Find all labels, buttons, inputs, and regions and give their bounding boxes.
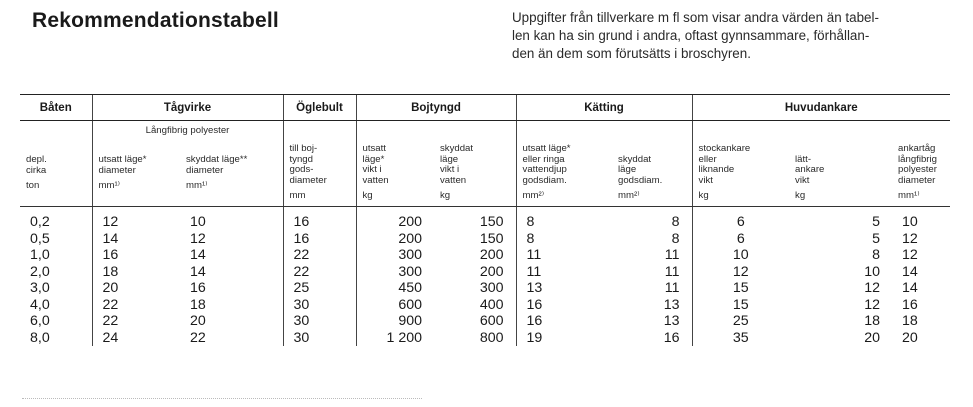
table-cell: 20 (92, 280, 180, 297)
table-cell: 16 (283, 231, 356, 248)
table-cell: 30 (283, 313, 356, 330)
recommendation-table (20, 94, 950, 346)
table-cell: 10 (692, 247, 789, 264)
table-cell: 16 (516, 297, 612, 314)
column-header-row (20, 144, 950, 207)
column-header (892, 144, 950, 207)
note-line: len kan ha sin grund i andra, oftast gynnsammare, förhållan- (512, 28, 870, 43)
column-header (180, 144, 283, 207)
group-header-bojtyngd: Bojtyngd (356, 95, 516, 121)
table-cell: 6,0 (30, 313, 50, 329)
table-cell: 200 (479, 247, 504, 263)
table-cell: 1,0 (30, 247, 50, 263)
table-cell: 6 (692, 231, 789, 248)
column-unit: kg (698, 190, 709, 202)
table-cell: 600 (479, 313, 504, 329)
table-cell: 5 (872, 230, 881, 247)
table-cell: 22 (92, 313, 180, 330)
column-unit: mm¹⁾ (98, 180, 121, 192)
column-label-line: godsdiam. (618, 174, 663, 186)
column-label-line: skyddat (440, 143, 474, 154)
table-cell: 15 (692, 280, 789, 297)
table-cell: 12 (92, 214, 180, 231)
column-label-line: utsatt läge* (98, 154, 147, 165)
table-cell: 12 (902, 247, 918, 263)
column-label-line: liknande (698, 164, 735, 176)
table-cell: 25 (692, 313, 789, 330)
column-label-line: diameter (98, 164, 136, 176)
column-label-line: tyngd (289, 153, 313, 165)
table-cell: 150 (479, 214, 504, 230)
table-cell: 12 (902, 230, 918, 247)
table-row (20, 231, 950, 248)
table-cell: 12 (864, 296, 881, 313)
table-cell: 11 (516, 264, 612, 281)
table-cell: 30 (283, 330, 356, 347)
table-cell: 150 (479, 230, 504, 247)
column-label-line: vikt i (440, 164, 460, 176)
column-unit: kg (362, 190, 373, 202)
group-header-row (20, 95, 950, 121)
table-cell: 16 (283, 214, 356, 231)
column-label-line: vattendjup (522, 164, 567, 176)
table-row (20, 264, 950, 281)
column-unit: kg (440, 190, 451, 202)
table-cell: 25 (283, 280, 356, 297)
table-cell: 22 (283, 247, 356, 264)
group-header-tagvirke: Tågvirke (92, 95, 283, 121)
table-cell: 22 (283, 264, 356, 281)
table-cell: 800 (479, 329, 504, 346)
table-row (20, 330, 950, 347)
table-cell: 13 (663, 313, 680, 329)
column-header (434, 144, 516, 207)
table-cell: 10 (902, 214, 918, 230)
table-cell: 400 (479, 296, 504, 313)
table-cell: 200 (356, 231, 434, 248)
column-header (612, 144, 692, 207)
column-unit: mm (289, 190, 306, 202)
table-cell: 10 (190, 214, 206, 230)
table-cell: 200 (356, 214, 434, 231)
column-label-line: lätt- (795, 153, 812, 165)
column-header (356, 144, 434, 207)
column-header (283, 144, 356, 207)
table-cell: 15 (692, 297, 789, 314)
table-cell: 11 (664, 247, 680, 263)
table-row (20, 313, 950, 330)
table-cell: 6 (692, 214, 789, 231)
table-cell: 3,0 (30, 280, 50, 296)
table-cell: 900 (356, 313, 434, 330)
group-header-baten: Båten (20, 95, 92, 121)
table-cell: 13 (516, 280, 612, 297)
table-cell: 8 (516, 214, 612, 231)
table-cell: 22 (190, 329, 206, 346)
table-cell: 14 (902, 280, 918, 296)
table-cell: 8 (671, 230, 680, 247)
table-cell: 16 (516, 313, 612, 330)
table-cell: 11 (664, 280, 680, 296)
table-cell: 22 (92, 297, 180, 314)
column-label-line: gods- (289, 164, 314, 176)
note-line: den än dem som förutsätts i broschyren. (512, 46, 751, 61)
table-cell: 1 200 (356, 330, 434, 347)
column-unit: mm²⁾ (618, 190, 640, 202)
table-cell: 12 (692, 264, 789, 281)
table-cell: 18 (902, 313, 918, 329)
column-header (789, 144, 892, 207)
column-label-line: läge (618, 164, 637, 176)
column-header (692, 144, 789, 207)
column-label-line: eller ringa (522, 153, 565, 165)
table-cell: 14 (190, 263, 206, 280)
table-cell: 16 (663, 329, 680, 346)
table-cell: 8 (516, 231, 612, 248)
column-label-line: cirka (26, 164, 47, 176)
table-cell: 19 (516, 330, 612, 347)
table-row (20, 297, 950, 314)
column-label-line: diameter (898, 174, 936, 186)
table-cell: 30 (283, 297, 356, 314)
table-cell: 4,0 (30, 296, 50, 313)
column-label-line: utsatt läge* (522, 143, 571, 154)
table-cell: 300 (356, 247, 434, 264)
column-label-line: diameter (289, 174, 327, 186)
table-cell: 300 (479, 280, 504, 296)
table-cell: 8,0 (30, 329, 50, 346)
table-cell: 11 (516, 247, 612, 264)
table-cell: 10 (864, 263, 881, 280)
column-label-line: läge (440, 153, 459, 165)
table-cell: 14 (902, 263, 918, 280)
column-label-line: stockankare (698, 143, 751, 154)
table-cell: 2,0 (30, 263, 50, 280)
column-label-line: skyddat (618, 153, 652, 165)
column-label-line: godsdiam. (522, 174, 567, 186)
column-label-line: vikt (698, 174, 713, 186)
table-cell: 18 (92, 264, 180, 281)
table-cell: 18 (864, 313, 881, 329)
table-cell: 14 (190, 247, 206, 263)
table-row (20, 247, 950, 264)
column-label-line: ankare (795, 164, 825, 176)
table-cell: 0,5 (30, 230, 50, 247)
table-cell: 8 (671, 214, 680, 230)
column-header (516, 144, 612, 207)
table-row (20, 214, 950, 231)
group-header-oglebult: Öglebult (283, 95, 356, 121)
table-cell: 0,2 (30, 214, 50, 230)
column-label-line: långfibrig (898, 153, 937, 165)
page-title: Rekommendationstabell (32, 9, 279, 32)
column-label-line: läge* (362, 153, 385, 165)
table-cell: 5 (872, 214, 881, 230)
column-label-line: vatten (362, 174, 389, 186)
table-cell: 8 (872, 247, 881, 263)
table-cell: 600 (356, 297, 434, 314)
column-label-line: vatten (440, 174, 467, 186)
table-cell: 13 (663, 296, 680, 313)
column-header (20, 144, 92, 207)
column-label-line: skyddat läge** (186, 154, 248, 165)
table-cell: 450 (356, 280, 434, 297)
note-line: Uppgifter från tillverkare m fl som visar andra värden än tabel- (512, 10, 879, 25)
table-cell: 20 (864, 329, 881, 346)
table-cell: 20 (902, 329, 918, 346)
column-label-line: ankartåg (898, 143, 936, 154)
table-cell: 12 (190, 230, 206, 247)
subgroup-langfibrig: Långfibrig polyester (92, 121, 283, 145)
table-cell: 35 (692, 330, 789, 347)
table-cell: 16 (92, 247, 180, 264)
column-label-line: polyester (898, 164, 937, 176)
column-unit: ton (26, 180, 40, 192)
column-unit: mm¹⁾ (186, 180, 208, 192)
table-cell: 12 (864, 280, 881, 296)
table-cell: 200 (479, 263, 504, 280)
footnote-divider (22, 398, 422, 403)
table-cell: 24 (92, 330, 180, 347)
column-unit: mm¹⁾ (898, 190, 920, 202)
intro-note (512, 9, 952, 63)
table-cell: 18 (190, 296, 206, 313)
column-label-line: utsatt (362, 143, 386, 154)
table-cell: 300 (356, 264, 434, 281)
column-label-line: till boj- (289, 143, 318, 154)
table-cell: 16 (190, 280, 206, 296)
group-header-huvudankare: Huvudankare (692, 95, 950, 121)
column-unit: mm²⁾ (522, 190, 545, 202)
group-header-katting: Kätting (516, 95, 692, 121)
column-label-line: vikt (795, 174, 810, 186)
column-label-line: depl. (26, 154, 47, 165)
table-cell: 16 (902, 296, 918, 313)
column-label-line: diameter (186, 164, 224, 176)
table-row (20, 280, 950, 297)
column-unit: kg (795, 190, 806, 202)
column-label-line: eller (698, 153, 717, 165)
subgroup-row (20, 121, 950, 145)
column-header (92, 144, 180, 207)
table-cell: 14 (92, 231, 180, 248)
table-cell: 11 (664, 263, 680, 280)
column-label-line: vikt i (362, 164, 382, 176)
table-cell: 20 (190, 313, 206, 329)
